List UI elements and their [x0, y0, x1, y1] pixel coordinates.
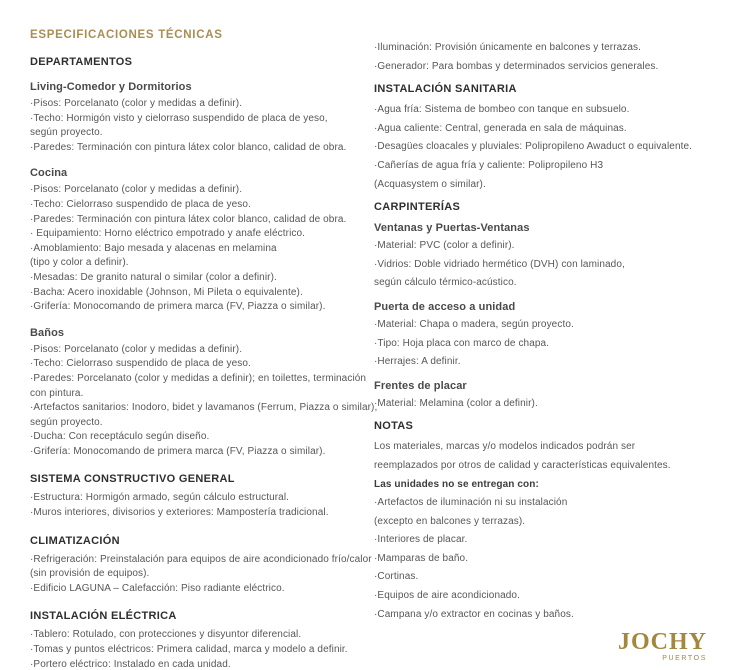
spec-line: ·Refrigeración: Preinstalación para equipos de aire acondicionado frío/calor — [30, 553, 372, 565]
spec-line: según proyecto. — [30, 127, 103, 139]
spec-line: ·Artefactos sanitarios: Inodoro, bidet y lavamanos (Ferrum, Piazza o similar), — [30, 402, 378, 414]
company-logo — [374, 630, 735, 663]
spec-line: ·Vidrios: Doble vidriado hermético (DVH) con laminado, — [374, 258, 625, 270]
section-heading: INSTALACIÓN SANITARIA — [374, 83, 517, 96]
subsection-heading: Baños — [30, 326, 65, 339]
logo-wordmark: JOCHY — [618, 629, 707, 656]
spec-line: ·Tablero: Rotulado, con protecciones y disyuntor diferencial. — [30, 629, 302, 641]
left-column — [30, 28, 378, 670]
spec-line: ·Equipos de aire acondicionado. — [374, 590, 520, 602]
spec-line: ·Paredes: Porcelanato (color y medidas a definir); en toilettes, terminación — [30, 372, 367, 384]
subsection-heading: Cocina — [30, 167, 68, 180]
right-column — [374, 28, 735, 670]
spec-line: reemplazados por otros de calidad y características equivalentes. — [374, 459, 671, 471]
spec-line: ·Paredes: Terminación con pintura látex color blanco, calidad de obra. — [30, 141, 347, 153]
spec-line: (excepto en balcones y terrazas). — [374, 515, 526, 527]
spec-line: (Acquasystem o similar). — [374, 178, 486, 190]
spec-line: ·Mesadas: De granito natural o similar (color a definir). — [30, 271, 277, 283]
spec-line: ·Material: Melamina (color a definir). — [374, 397, 538, 409]
spec-line: ·Estructura: Hormigón armado, según cálculo estructural. — [30, 492, 290, 504]
spec-line: ·Cañerías de agua fría y caliente: Polipropileno H3 — [374, 159, 604, 171]
spec-line: ·Ducha: Con receptáculo según diseño. — [30, 431, 210, 443]
spec-line: según proyecto. — [30, 416, 103, 428]
spec-line: · Equipamiento: Horno eléctrico empotrado y anafe eléctrico. — [30, 228, 306, 240]
section-heading: INSTALACIÓN ELÉCTRICA — [30, 610, 177, 623]
spec-line: ·Agua caliente: Central, generada en sala de máquinas. — [374, 122, 627, 134]
spec-line: ·Artefactos de iluminación ni su instalación — [374, 497, 568, 509]
spec-line: ·Pisos: Porcelanato (color y medidas a definir). — [30, 343, 243, 355]
spec-line: ·Pisos: Porcelanato (color y medidas a definir). — [30, 184, 243, 196]
spec-line: ·Generador: Para bombas y determinados servicios generales. — [374, 60, 659, 72]
spec-line: ·Cortinas. — [374, 571, 419, 583]
spec-line: ·Muros interiores, divisorios y exteriores: Mampostería tradicional. — [30, 507, 329, 519]
section-heading: CARPINTERÍAS — [374, 201, 461, 214]
spec-line: ·Tomas y puntos eléctricos: Primera calidad, marca y modelo a definir. — [30, 644, 348, 656]
doc-title: ESPECIFICACIONES TÉCNICAS — [30, 29, 223, 41]
spec-line: ·Campana y/o extractor en cocinas y baños. — [374, 608, 574, 620]
spec-line: ·Iluminación: Provisión únicamente en balcones y terrazas. — [374, 42, 642, 53]
spec-line: ·Techo: Hormigón visto y cielorraso suspendido de placa de yeso, — [30, 112, 328, 124]
spec-line: ·Grifería: Monocomando de primera marca (FV, Piazza o similar). — [30, 445, 326, 457]
spec-line: ·Edificio LAGUNA – Calefacción: Piso radiante eléctrico. — [30, 582, 285, 594]
spec-line: ·Material: PVC (color a definir). — [374, 240, 515, 252]
subsection-heading: Ventanas y Puertas-Ventanas — [374, 222, 530, 235]
spec-line: ·Amoblamiento: Bajo mesada y alacenas en melamina — [30, 242, 277, 254]
spec-line: ·Techo: Cielorraso suspendido de placa de yeso. — [30, 198, 251, 210]
spec-line: (tipo y color a definir). — [30, 257, 129, 269]
spec-line: ·Interiores de placar. — [374, 534, 468, 546]
spec-line: ·Pisos: Porcelanato (color y medidas a definir). — [30, 98, 243, 109]
spec-line: ·Tipo: Hoja placa con marco de chapa. — [374, 337, 550, 349]
spec-line: ·Portero eléctrico: Instalado en cada unidad. — [30, 658, 231, 670]
note-emphasis-line: Las unidades no se entregan con: — [374, 478, 539, 490]
section-heading: NOTAS — [374, 420, 414, 433]
section-heading: CLIMATIZACIÓN — [30, 534, 120, 547]
spec-line: ·Mamparas de baño. — [374, 552, 469, 564]
subsection-heading: Living-Comedor y Dormitorios — [30, 81, 192, 93]
spec-line: según cálculo térmico-acústico. — [374, 277, 517, 289]
spec-line: Los materiales, marcas y/o modelos indicados podrán ser — [374, 441, 636, 453]
spec-line: ·Desagües cloacales y pluviales: Polipropileno Awaduct o equivalente. — [374, 141, 693, 153]
spec-line: ·Grifería: Monocomando de primera marca (FV, Piazza o similar). — [30, 301, 326, 313]
subsection-heading: Frentes de placar — [374, 379, 467, 392]
spec-line: ·Techo: Cielorraso suspendido de placa de yeso. — [30, 358, 251, 370]
section-heading: SISTEMA CONSTRUCTIVO GENERAL — [30, 473, 235, 486]
spec-line: ·Bacha: Acero inoxidable (Johnson, Mi Pileta o equivalente). — [30, 286, 303, 298]
logo-tagline: PUERTOS — [662, 655, 707, 663]
spec-line: ·Material: Chapa o madera, según proyecto. — [374, 318, 574, 330]
spec-line: (sin provisión de equipos). — [30, 568, 150, 580]
section-heading: DEPARTAMENTOS — [30, 56, 133, 68]
spec-line: ·Paredes: Terminación con pintura látex color blanco, calidad de obra. — [30, 213, 347, 225]
spec-line: con pintura. — [30, 387, 84, 399]
spec-line: ·Agua fría: Sistema de bombeo con tanque en subsuelo. — [374, 104, 630, 116]
subsection-heading: Puerta de acceso a unidad — [374, 300, 516, 313]
spec-line: ·Herrajes: A definir. — [374, 356, 461, 368]
